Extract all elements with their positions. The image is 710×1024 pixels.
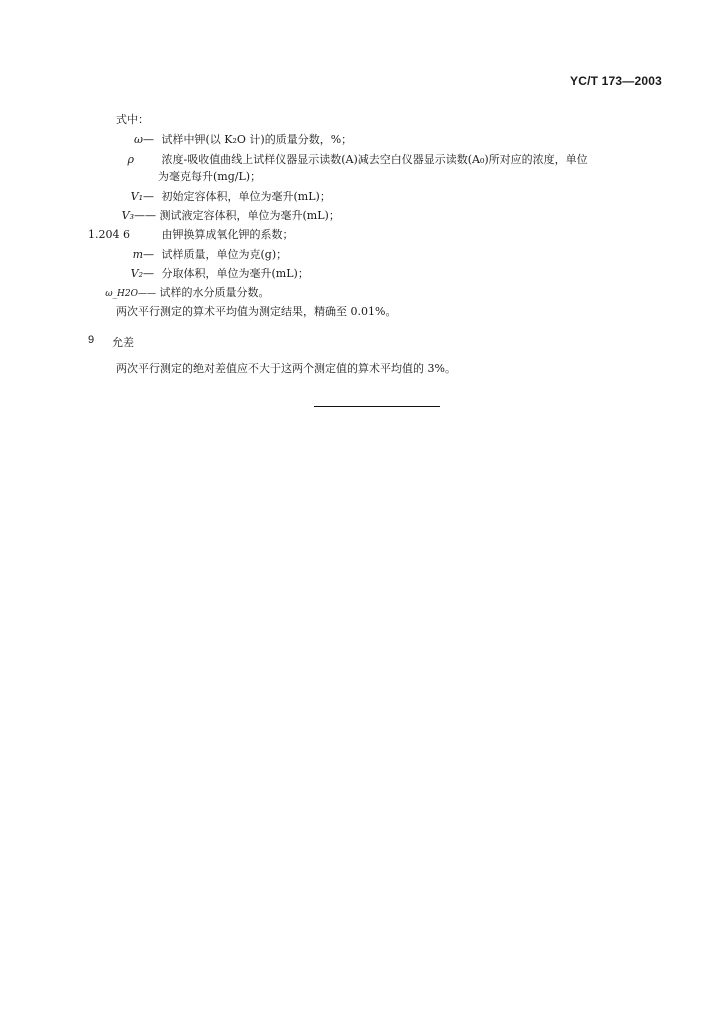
definition-text: 由钾换算成氧化钾的系数；	[161, 228, 294, 241]
definition-water	[104, 286, 270, 301]
definition-factor	[88, 228, 294, 242]
definition-text: 试样质量，单位为克(g)；	[161, 248, 288, 261]
definition-v2	[118, 267, 309, 281]
definition-text: 测试液定容体积，单位为毫升(mL)；	[159, 209, 340, 222]
definition-v1	[118, 190, 331, 204]
definition-omega	[118, 133, 352, 147]
definition-text: 分取体积，单位为毫升(mL)；	[161, 267, 309, 280]
definition-rho	[118, 153, 588, 167]
formula-where-label: 式中：	[116, 113, 149, 126]
definition-symbol: V₃——	[121, 209, 156, 222]
standard-code: YC/T 173—2003	[570, 74, 662, 88]
section-number: 9	[88, 334, 95, 346]
definition-symbol: m—	[132, 248, 154, 261]
definition-symbol: V₂—	[130, 267, 154, 280]
definition-text: 浓度-吸收值曲线上试样仪器显示读数(A)减去空白仪器显示读数(A₀)所对应的浓度，单位	[161, 153, 588, 166]
definition-text: 初始定容体积，单位为毫升(mL)；	[161, 190, 331, 203]
definition-symbol: ω_H2O——	[105, 289, 156, 299]
definition-text: 试样中钾(以 K₂O 计)的质量分数，%；	[161, 133, 353, 146]
result-statement: 两次平行测定的算术平均值为测定结果，精确至 0.01%。	[116, 305, 397, 318]
definition-symbol: ρ	[127, 153, 134, 166]
end-rule	[314, 406, 440, 407]
definition-symbol: V₁—	[130, 190, 154, 203]
definition-symbol: 1.204 6	[88, 228, 130, 241]
section-title: 允差	[112, 336, 134, 349]
definition-v3	[108, 209, 340, 223]
definition-m	[118, 248, 287, 262]
definition-rho-continued: 为毫克每升(mg/L)；	[158, 170, 262, 183]
definition-text: 试样的水分质量分数。	[159, 286, 270, 299]
definition-symbol: ω—	[134, 133, 154, 146]
section-body: 两次平行测定的绝对差值应不大于这两个测定值的算术平均值的 3%。	[116, 362, 456, 375]
